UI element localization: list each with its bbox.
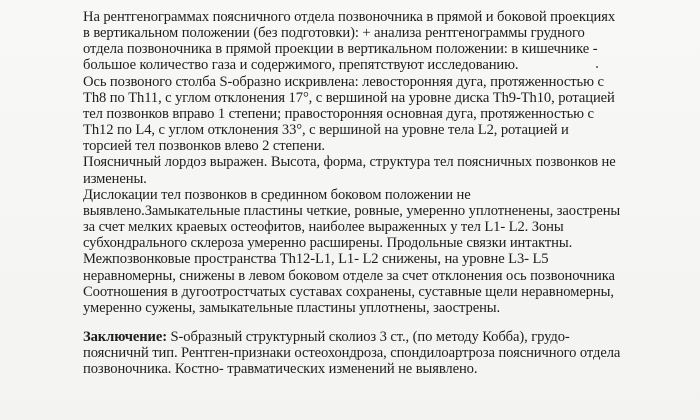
- scan-speck: [596, 66, 598, 68]
- conclusion-first-line: [83, 329, 695, 345]
- report-line: за счет мелких краевых остеофитов, наиболее выраженных у тел L1- L2. Зоны: [83, 219, 564, 236]
- paragraph-gap: [83, 316, 695, 329]
- report-line: торсией тел позвонков влево 2 степени.: [83, 138, 325, 155]
- report-body: [83, 9, 695, 377]
- report-line: Поясничный лордоз выражен. Высота, форма, структура тел поясничных позвонков не: [83, 154, 616, 171]
- report-line: изменены.: [83, 170, 147, 187]
- report-line: Ось позвоного столба S-образно искривлена: левосторонняя дуга, протяженностью с: [83, 73, 604, 90]
- report-line: неравномерны, снижены в левом боковом отделе за счет отклонения ось позвоночника: [83, 267, 615, 284]
- report-line: тел позвонков вправо 1 степени; правосторонняя основная дуга, протяженностью с: [83, 105, 594, 122]
- report-line: Соотношения в дугоотростчатых суставах сохранены, суставные щели неравномерны,: [83, 283, 614, 300]
- report-line: в вертикальном положении (без подготовки): + анализа рентгенограммы грудного: [83, 25, 585, 42]
- report-line: субхондрального склероза умеренно расширены. Продольные связки интактны.: [83, 235, 573, 252]
- report-line: Дислокации тел позвонков в срединном боковом положении не: [83, 186, 471, 203]
- report-line: большое количество газа и содержимого, препятствуют исследованию.: [83, 57, 519, 74]
- report-line: На рентгенограммах поясничного отдела позвоночника в прямой и боковой проекциях: [83, 9, 616, 25]
- report-line: Th8 по Th11, с углом отклонения 17°, с вершиной на уровне диска Th9-Th10, ротацией: [83, 89, 615, 106]
- conclusion-text: S-образный структурный сколиоз 3 ст., (по методу Кобба), грудо-: [166, 328, 570, 345]
- report-line: выявлено.Замыкательные пластины четкие, ровные, умеренно уплотненены, заострены: [83, 202, 621, 219]
- conclusion-label: Заключение:: [83, 328, 167, 345]
- conclusion-line: поясничнй тип. Рентген-признаки остеохондроза, спондилоартроза поясничного отдела: [83, 345, 621, 362]
- report-line: Межпозвонковые пространства Th12-L1, L1- L2 снижены, на уровне L3- L5: [83, 251, 549, 268]
- report-line: отдела позвоночника в прямой проекции в вертикальном положении: в кишечнике -: [83, 41, 598, 58]
- report-line: умеренно сужены, замыкательные пластины уплотнены, заострены.: [83, 299, 501, 316]
- report-line: Th12 по L4, с углом отклонения 33°, с вершиной на уровне тела L2, ротацией и: [83, 122, 569, 139]
- conclusion-line: позвоночника. Костно- травматических изменений не выявлено.: [83, 361, 478, 378]
